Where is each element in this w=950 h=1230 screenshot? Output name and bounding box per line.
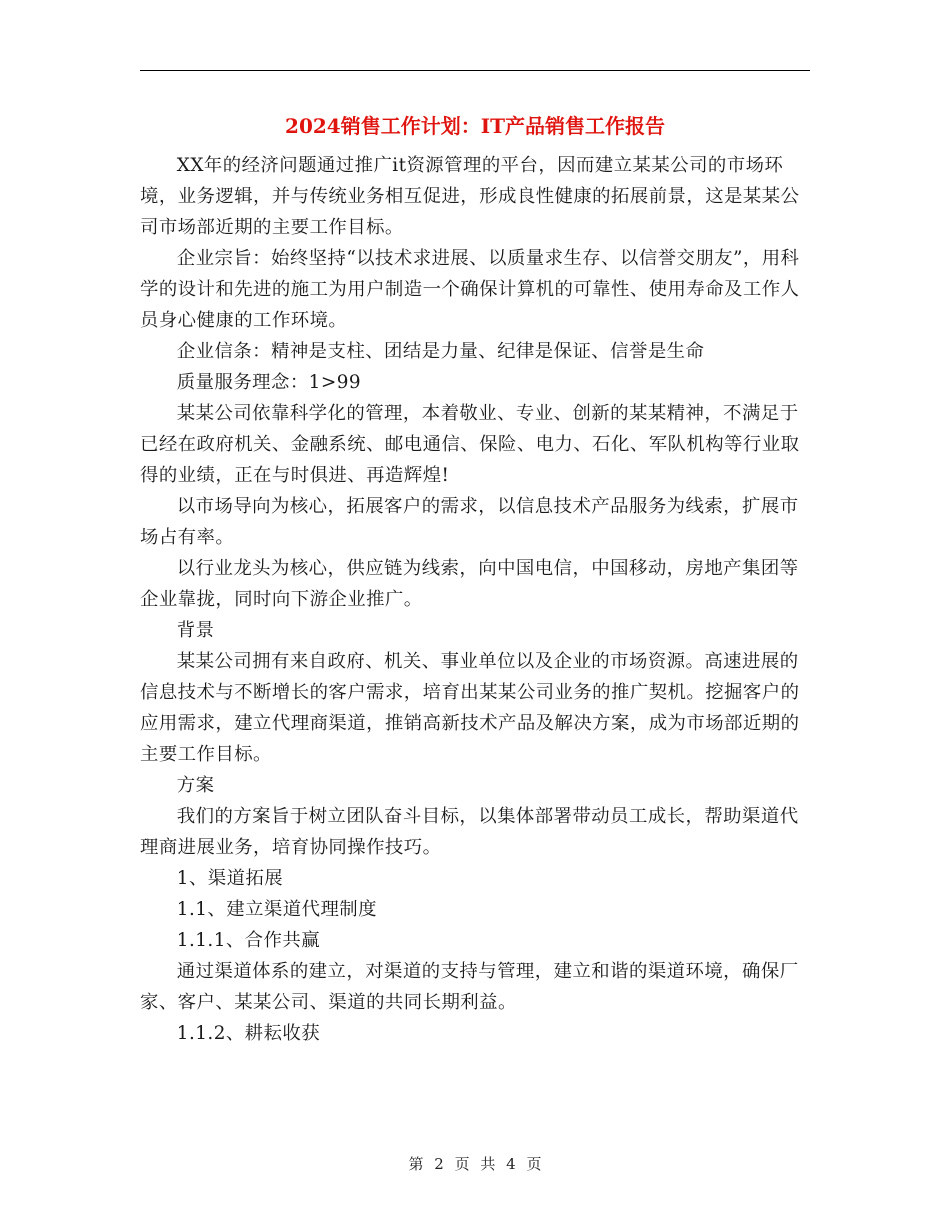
paragraph: XX年的经济问题通过推广it资源管理的平台，因而建立某某公司的市场环境，业务逻辑，并与传统业务相互促进，形成良性健康的拓展前景，这是某某公司市场部近期的主要工作目标。	[140, 155, 800, 238]
section-heading-background: 背景	[176, 620, 215, 641]
paragraph: 某某公司拥有来自政府、机关、事业单位以及企业的市场资源。高速进展的信息技术与不断增长的客户需求，培育出某某公司业务的推广契机。挖掘客户的应用需求，建立代理商渠道，推销高新技术产品及解决方案，成为市场部近期的主要工作目标。	[140, 651, 800, 765]
subsubsection-heading: 1.1.1、合作共赢	[176, 930, 321, 951]
paragraph: 以市场导向为核心，拓展客户的需求，以信息技术产品服务为线索，扩展市场占有率。	[140, 496, 799, 548]
paragraph: 我们的方案旨于树立团队奋斗目标，以集体部署带动员工成长，帮助渠道代理商进展业务，培育协同操作技巧。	[140, 806, 799, 858]
paragraph: 质量服务理念：1>99	[176, 372, 361, 393]
document-title: 2024销售工作计划：IT产品销售工作报告	[285, 114, 665, 138]
section-heading: 1、渠道拓展	[176, 868, 284, 889]
section-heading-plan: 方案	[176, 775, 215, 796]
paragraph: 通过渠道体系的建立，对渠道的支持与管理，建立和谐的渠道环境，确保厂家、客户、某某公司、渠道的共同长期利益。	[140, 961, 799, 1013]
paragraph: 企业宗旨：始终坚持“以技术求进展、以质量求生存、以信誉交朋友”，用科学的设计和先进的施工为用户制造一个确保计算机的可靠性、使用寿命及工作人员身心健康的工作环境。	[140, 248, 800, 331]
paragraph: 某某公司依靠科学化的管理，本着敬业、专业、创新的某某精神，不满足于已经在政府机关、金融系统、邮电通信、保险、电力、石化、军队机构等行业取得的业绩，正在与时俱进、再造辉煌!	[140, 403, 800, 486]
paragraph: 以行业龙头为核心，供应链为线索，向中国电信，中国移动，房地产集团等企业靠拢，同时向下游企业推广。	[140, 558, 799, 610]
page-number: 第 2 页 共 4 页	[408, 1155, 542, 1173]
document-body	[140, 150, 810, 1049]
header-rule	[140, 70, 810, 71]
paragraph: 企业信条：精神是支柱、团结是力量、纪律是保证、信誉是生命	[176, 341, 705, 362]
subsubsection-heading: 1.1.2、耕耘收获	[176, 1023, 321, 1044]
subsection-heading: 1.1、建立渠道代理制度	[176, 899, 377, 920]
